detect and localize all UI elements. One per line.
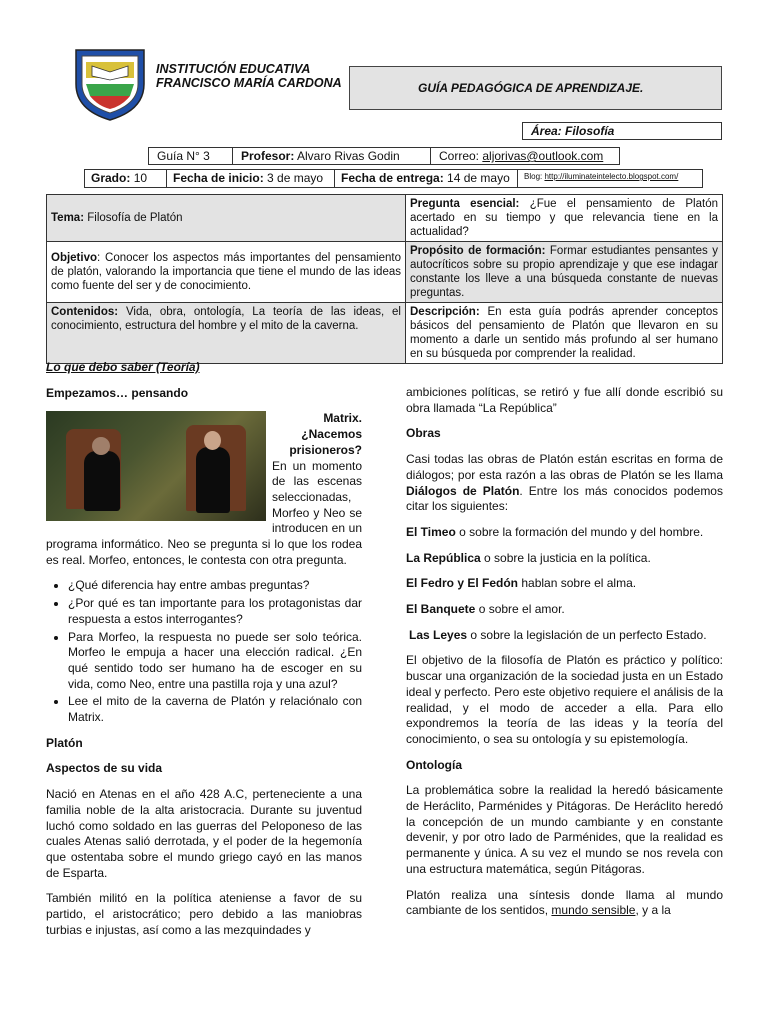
list-item: • ¿Qué diferencia hay entre ambas preguntas? [68,578,362,594]
email-cell [431,148,619,164]
matrix-title-3: prisioneros? [289,442,362,457]
purpose-label: Propósito de formación: [410,245,546,257]
purpose-cell [406,242,723,303]
section-title: Lo que debo saber (Teoría) [46,360,200,374]
start-date-label: Fecha de inicio: [173,171,264,185]
synthesis-end: , y a la [635,903,671,918]
heading-ontologia: Ontología [406,757,462,772]
work-banquete [406,602,723,618]
synthesis-term: mundo sensible [551,903,636,918]
topic-label: Tema: [51,212,85,224]
heading-obras: Obras [406,426,441,441]
dates-row [84,169,703,188]
institution-line-2: FRANCISCO MARÍA CARDONA [156,76,342,90]
list-item: • ¿Por qué es tan importante para los protagonistas dar respuesta a estos interrogantes? [68,596,362,627]
teacher-label: Profesor: [241,149,295,163]
blog-cell [518,170,702,187]
teacher-name: Alvaro Rivas Godin [297,149,400,163]
list-item: • Para Morfeo, la respuesta no puede ser solo teórica. Morfeo le empuja a hacer una elección radical. ¿En qué sentido todo ser humano ha de escoger en su vida, como Neo, entre una pastilla roja y una azul? [68,630,362,693]
guide-meta-row [148,147,620,165]
purpose-text: Formar estudiantes pensantes y autocríticos sobre su propio aprendizaje y que ese indagar constante los lleve a una búsqueda constante de nuevas preguntas. [410,245,718,299]
guide-title-box [349,66,722,110]
area-box: Área: Filosofía [522,122,722,140]
matrix-block [46,411,362,568]
description-text: En esta guía podrás aprender conceptos básicos del pensamiento de Platón que llevaron en su momento a darle un sentido más profundo al ser humano en su búsqueda por comprender la realidad. [410,306,719,360]
works-intro-text: Casi todas las obras de Platón están escritas en forma de diálogos; por esta razón a las obras de Platón se les llama [406,452,723,482]
question-list [46,578,362,725]
objective-text: : Conocer los aspectos más importantes del pensamiento de platón, valorando la importancia que tiene el mundo de las ideas como fuente del ser y de conocimiento. [51,252,401,292]
grade-cell [85,170,167,187]
synthesis-text: Platón realiza una síntesis donde llama al mundo cambiante de los sentidos, [406,887,723,918]
start-date-value: 3 de mayo [267,171,324,185]
blog-link[interactable]: http://iluminateintelecto.blogspot.com/ [544,172,679,181]
work-timeo [406,525,723,541]
work-banquete-desc: o sobre el amor. [475,602,565,617]
contents-label: Contenidos: [51,306,119,318]
right-column [406,385,723,929]
work-republica-desc: o sobre la justicia en la política. [480,550,651,565]
work-timeo-title: El Timeo [406,524,456,539]
description-cell [406,303,723,364]
contents-cell [47,303,406,364]
due-date-cell [335,170,518,187]
essential-question-text: ¿Fue el pensamiento de Platón acertado en su tiempo y que relevancia tiene en la actualidad? [410,198,718,238]
left-column [46,360,362,949]
objective-label: Objetivo [51,252,98,264]
matrix-title-1: Matrix. [323,411,362,426]
matrix-title-2: ¿Nacemos [301,427,362,442]
topic-cell [47,195,406,242]
work-republica-title: La República [406,550,481,565]
work-fedro-desc: hablan sobre el alma. [518,576,637,591]
matrix-scene-image [46,411,266,521]
contents-text: Vida, obra, ontología, La teoría de las ideas, el conocimiento, estructura del hombre y el mito de la caverna. [51,306,401,332]
paragraph-life-2: También militó en la política ateniense a favor de su partido, el aristocrático; pero debido a las maniobras turbias e injustas, así como a las mezquindades y [46,891,362,937]
work-leyes-title: Las Leyes [409,627,468,642]
email-label: Correo: [439,149,480,163]
topic-value: Filosofía de Platón [87,212,183,224]
guide-number: Guía N° 3 [149,148,233,164]
grade-label: Grado: [91,171,131,185]
matrix-text: En un momento de las escenas seleccionadas, Morfeo y Neo se introducen en un programa informático. Neo se pregunta si lo que los rodea es real. Morfeo, entonces, le contesta con otra pregunta. [46,458,362,567]
works-intro-end: . Entre los más conocidos podemos citar los siguientes: [406,483,723,514]
work-leyes-desc: o sobre la legislación de un perfecto Estado. [467,627,707,642]
description-label: Descripción: [410,306,480,318]
work-fedro-title: El Fedro y El Fedón [406,576,519,591]
institution-line-1: INSTITUCIÓN EDUCATIVA [156,62,311,76]
work-timeo-desc: o sobre la formación del mundo y del hombre. [455,524,704,539]
due-date-value: 14 de mayo [447,171,510,185]
essential-question-cell [406,195,723,242]
work-fedro [406,576,723,592]
guide-title: GUÍA PEDAGÓGICA DE APRENDIZAJE. [418,81,644,95]
due-date-label: Fecha de entrega: [341,171,444,185]
email-link[interactable]: aljorivas@outlook.com [482,149,604,163]
heading-empezamos: Empezamos… pensando [46,385,189,400]
work-republica [406,551,723,567]
paragraph-life-1: Nació en Atenas en el año 428 A.C, perteneciente a una familia noble de la alta aristocracia. Durante su juventud luchó como soldado en las guerras del Peloponeso de las cuales Atenas salió derrotada, y el poder de la hegemonía que ostentaba sobre el mundo griego cayó en las manos de Esparta. [46,787,362,880]
objective-cell [47,242,406,303]
essential-question-label: Pregunta esencial: [410,198,520,210]
list-item: • Lee el mito de la caverna de Platón y relaciónalo con Matrix. [68,694,362,725]
heading-platon: Platón [46,735,83,750]
heading-aspectos: Aspectos de su vida [46,761,163,776]
start-date-cell [167,170,335,187]
paragraph-synthesis [406,888,723,919]
paragraph-works-intro [406,452,723,515]
school-crest-logo [70,44,150,122]
work-leyes [406,628,723,644]
teacher-cell [233,148,431,164]
paragraph-ontology: La problemática sobre la realidad la heredó básicamente de Heráclito, Parménides y Pitágoras. De Heráclito heredó la concepción de un mundo cambiante y en constante devenir, y por otro lado de Parménides, que la realidad es permanente y única. A su vez el mundo se nos revela con una estructura matemática, según Pitágoras. [406,783,723,876]
grade-value: 10 [133,171,148,185]
paragraph-objective: El objetivo de la filosofía de Platón es práctico y político: buscar una organización de la sociedad justa en un Estado ideal y perfecto. Pero este objetivo requiere el análisis de la realidad, y el modo de acceder a ella. Para ello expondremos la teoría de las ideas y la teoría del conocimiento, o sea su ontología y su epistemología. [406,653,723,746]
blog-label: Blog: [524,172,543,181]
works-dialogues: Diálogos de Platón [406,483,520,498]
work-banquete-title: El Banquete [406,602,476,617]
institution-name [156,62,342,90]
paragraph-continuation: ambiciones políticas, se retiró y fue allí donde escribió su obra llamada “La República” [406,385,723,415]
info-table [46,194,723,364]
